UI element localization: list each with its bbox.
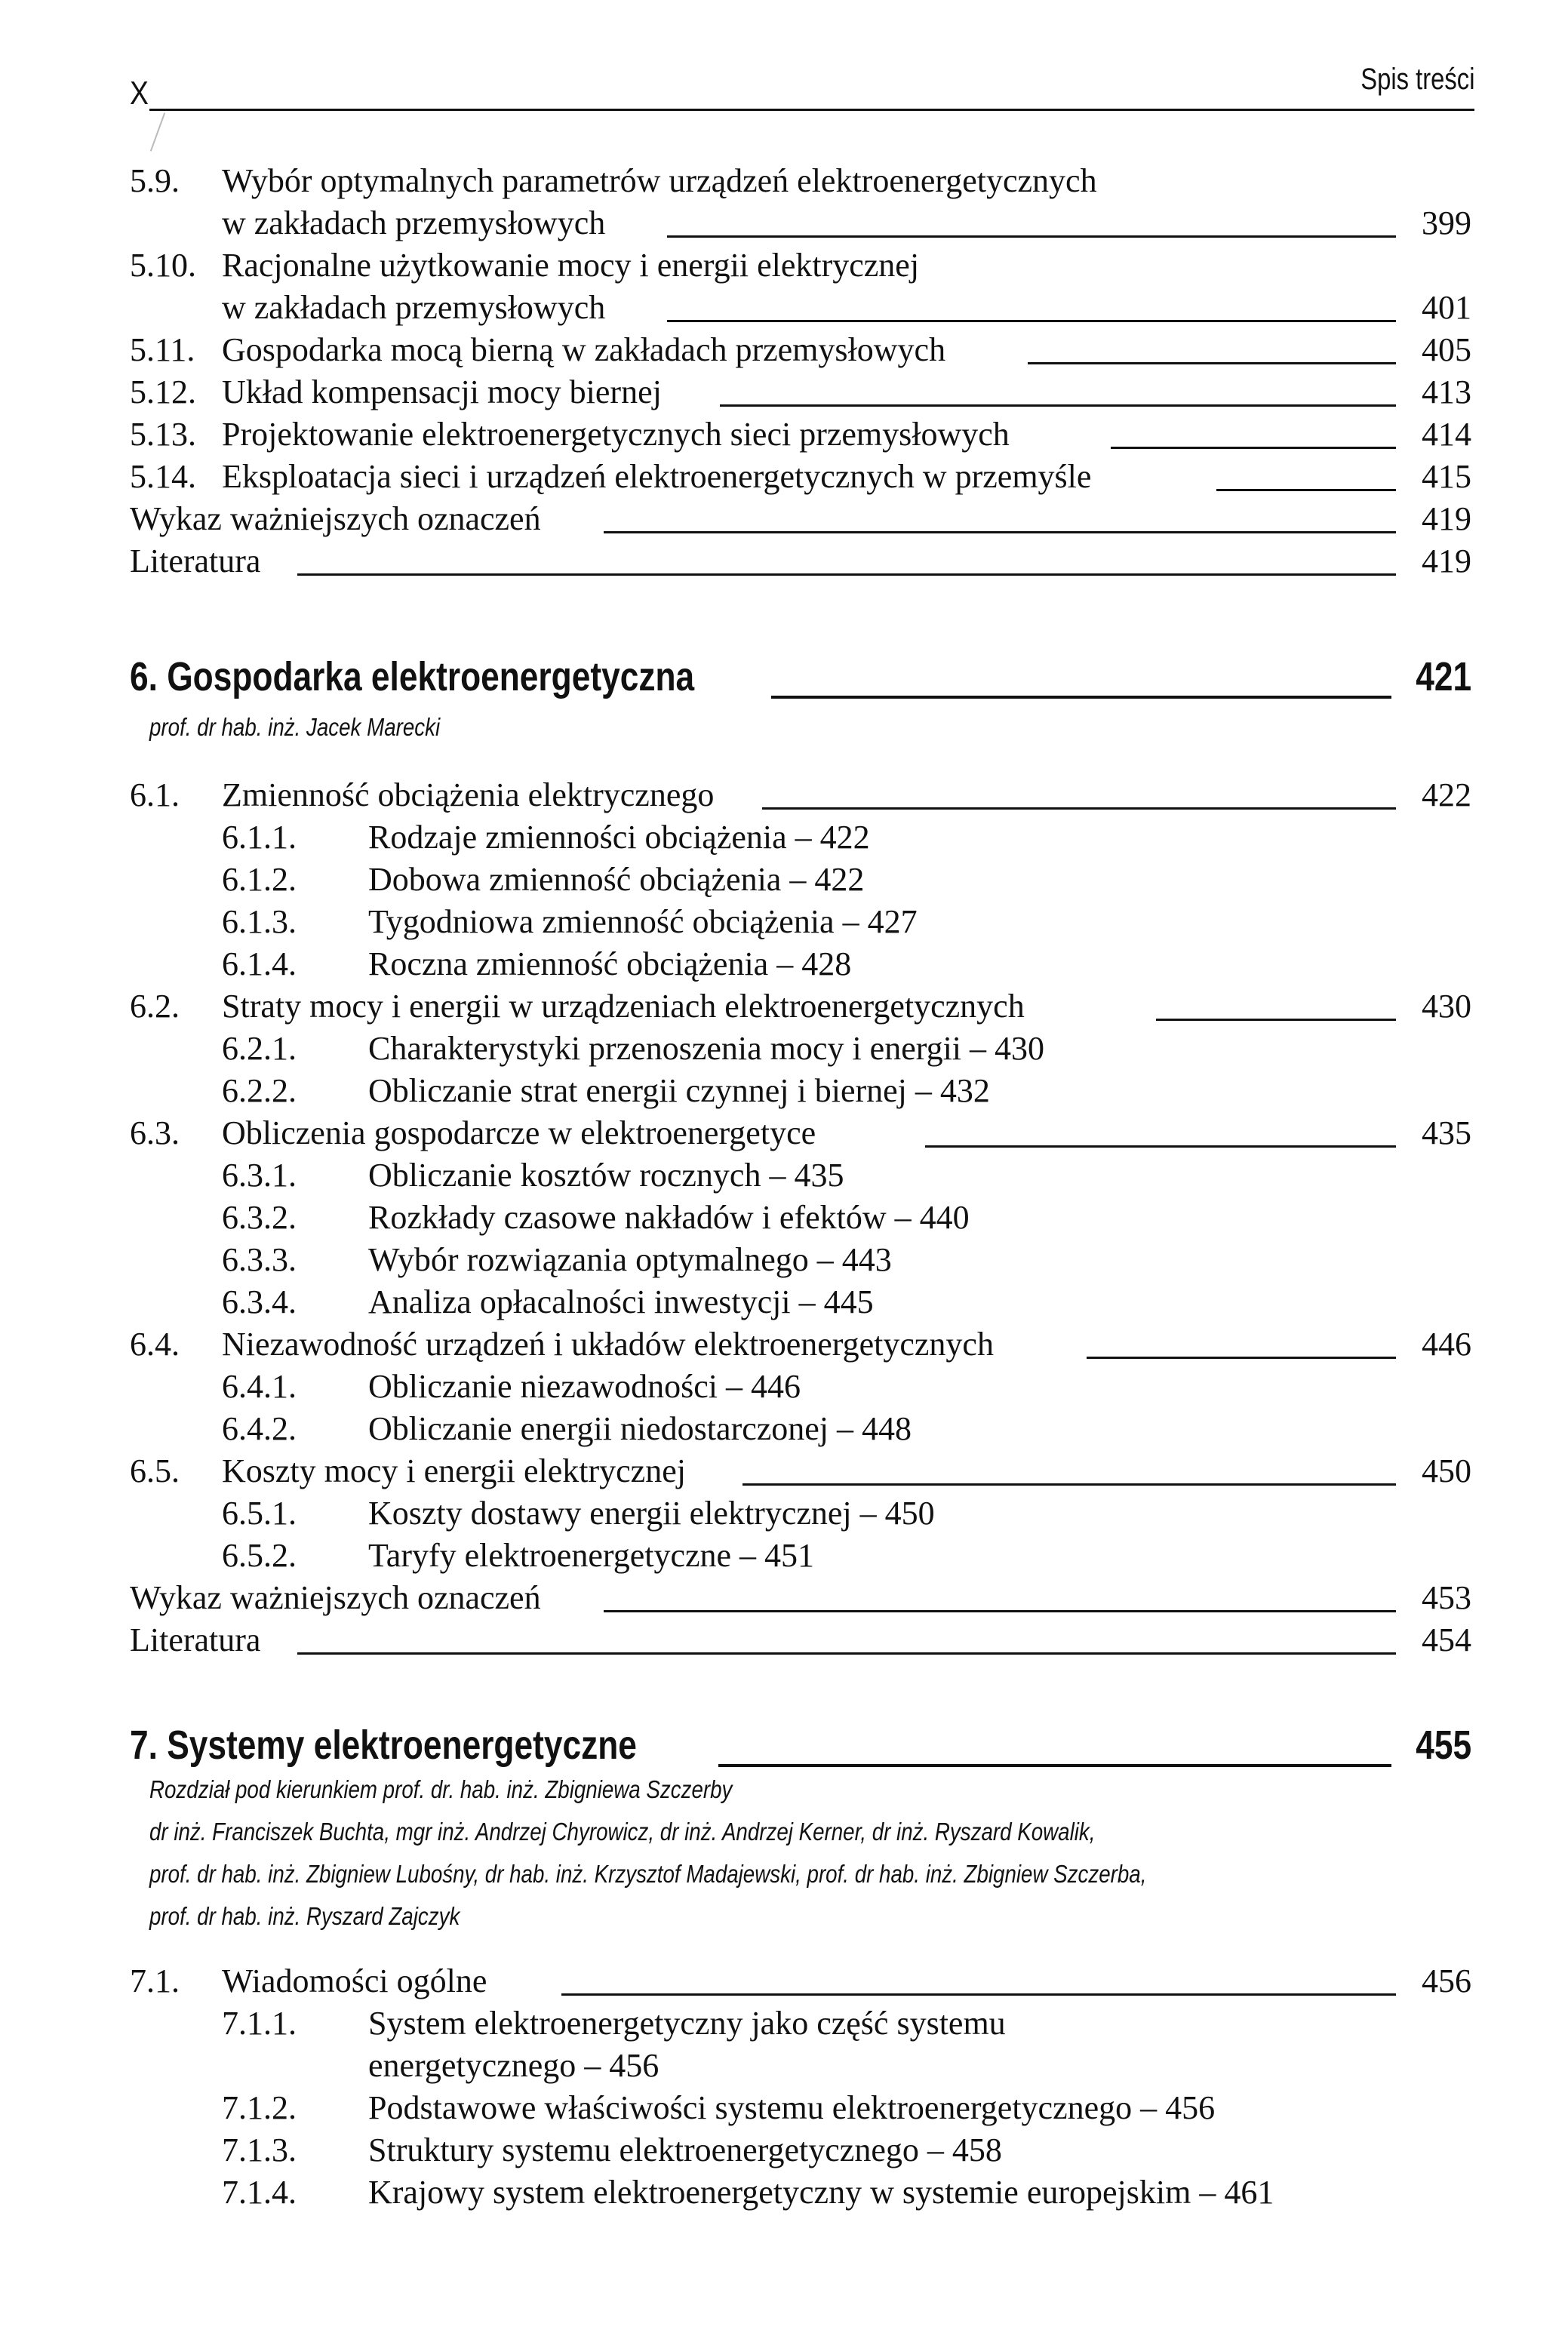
toc-entry-notation-5[interactable]: Wykaz ważniejszych oznaczeń 419 [130,500,1471,537]
page-ref: 419 [1422,500,1471,537]
page-ref: 401 [1422,289,1471,326]
toc-entry-5-10[interactable]: 5.10. Racjonalne użytkowanie mocy i energii elektrycznej [130,247,920,284]
dot-leader [667,320,1396,322]
page-number: X [130,75,149,112]
toc-entry-6-2-1[interactable]: 6.2.1. Charakterystyki przenoszenia mocy i energii – 430 [222,1030,1045,1067]
page-ref: 430 [1422,988,1471,1025]
toc-entry-6-5[interactable]: 6.5. Koszty mocy i energii elektrycznej 450 [130,1452,1471,1489]
page-ref: 454 [1422,1621,1471,1658]
toc-entry-5-13[interactable]: 5.13. Projektowanie elektroenergetycznych sieci przemysłowych 414 [130,416,1471,453]
chapter-6-author: prof. dr hab. inż. Jacek Marecki [149,713,441,741]
toc-entry-5-9-cont[interactable]: w zakładach przemysłowych 399 [222,204,1471,241]
toc-entry-6-1[interactable]: 6.1. Zmienność obciążenia elektrycznego 422 [130,776,1471,813]
toc-entry-literature-5[interactable]: Literatura 419 [130,542,1471,579]
chapter-7-authors-line: prof. dr hab. inż. Ryszard Zajczyk [149,1902,460,1930]
toc-entry-6-5-1[interactable]: 6.5.1. Koszty dostawy energii elektrycznej – 450 [222,1495,935,1532]
toc-entry-7-1-1-cont[interactable]: energetycznego – 456 [368,2047,659,2084]
toc-entry-5-12[interactable]: 5.12. Układ kompensacji mocy biernej 413 [130,373,1471,410]
toc-entry-5-14[interactable]: 5.14. Eksploatacja sieci i urządzeń elektroenergetycznych w przemyśle 415 [130,458,1471,495]
toc-entry-5-10-cont[interactable]: w zakładach przemysłowych 401 [222,289,1471,326]
dot-leader [771,696,1391,699]
toc-entry-6-3-4[interactable]: 6.3.4. Analiza opłacalności inwestycji – 445 [222,1283,874,1320]
toc-entry-6-3-2[interactable]: 6.3.2. Rozkłady czasowe nakładów i efektów – 440 [222,1199,970,1236]
dot-leader [297,1652,1396,1655]
dot-leader [1216,489,1396,491]
dot-leader [604,531,1396,533]
toc-entry-7-1-1[interactable]: 7.1.1. System elektroenergetyczny jako część systemu [222,2005,1006,2042]
page-ref: 415 [1422,458,1471,495]
toc-entry-5-9[interactable]: 5.9. Wybór optymalnych parametrów urządzeń elektroenergetycznych [130,162,1097,199]
chapter-7-heading[interactable]: 7. Systemy elektroenergetyczne 455 [130,1723,1471,1768]
page-ref: 453 [1422,1579,1471,1616]
toc-entry-6-4[interactable]: 6.4. Niezawodność urządzeń i układów elektroenergetycznych 446 [130,1326,1471,1363]
dot-leader [667,235,1396,238]
toc-page [130,0,1474,2345]
toc-entry-6-1-3[interactable]: 6.1.3. Tygodniowa zmienność obciążenia – 427 [222,903,918,940]
dot-leader [1087,1357,1396,1359]
chapter-6-heading[interactable]: 6. Gospodarka elektroenergetyczna 421 [130,654,1471,699]
toc-entry-7-1-3[interactable]: 7.1.3. Struktury systemu elektroenergetycznego – 458 [222,2131,1002,2168]
toc-entry-6-4-1[interactable]: 6.4.1. Obliczanie niezawodności – 446 [222,1368,801,1405]
toc-entry-7-1-2[interactable]: 7.1.2. Podstawowe właściwości systemu elektroenergetycznego – 456 [222,2089,1216,2126]
dot-leader [718,1764,1391,1767]
dot-leader [720,404,1396,407]
dot-leader [1111,447,1396,449]
running-title: Spis treści [1360,63,1474,96]
running-header [130,59,1474,112]
page-ref: 419 [1422,542,1471,579]
dot-leader [925,1145,1396,1148]
page-ref: 413 [1422,373,1471,410]
toc-entry-5-11[interactable]: 5.11. Gospodarka mocą bierną w zakładach przemysłowych 405 [130,331,1471,368]
page-ref: 456 [1422,1962,1471,1999]
toc-entry-6-3[interactable]: 6.3. Obliczenia gospodarcze w elektroenergetyce 435 [130,1114,1471,1151]
page-ref: 450 [1422,1452,1471,1489]
dot-leader [762,807,1396,810]
page-ref: 422 [1422,776,1471,813]
page-ref: 405 [1422,331,1471,368]
page-ref: 421 [1416,654,1471,699]
toc-entry-notation-6[interactable]: Wykaz ważniejszych oznaczeń 453 [130,1579,1471,1616]
page-ref: 446 [1422,1326,1471,1363]
chapter-7-authors-line: dr inż. Franciszek Buchta, mgr inż. Andrzej Chyrowicz, dr inż. Andrzej Kerner, dr inż. Ryszard Kowalik, [149,1818,1096,1846]
dot-leader [561,1993,1396,1996]
dot-leader [1156,1019,1396,1021]
page-ref: 455 [1416,1723,1471,1768]
toc-entry-6-4-2[interactable]: 6.4.2. Obliczanie energii niedostarczonej – 448 [222,1410,912,1447]
dot-leader [1028,362,1396,364]
scan-mark [150,112,165,151]
chapter-7-lead-author: Rozdział pod kierunkiem prof. dr. hab. inż. Zbigniewa Szczerby [149,1775,733,1803]
toc-entry-7-1[interactable]: 7.1. Wiadomości ogólne 456 [130,1962,1471,1999]
header-rule [149,109,1474,111]
toc-entry-6-1-4[interactable]: 6.1.4. Roczna zmienność obciążenia – 428 [222,945,852,982]
toc-entry-6-5-2[interactable]: 6.5.2. Taryfy elektroenergetyczne – 451 [222,1537,815,1574]
toc-entry-6-3-1[interactable]: 6.3.1. Obliczanie kosztów rocznych – 435 [222,1157,844,1194]
toc-entry-6-2-2[interactable]: 6.2.2. Obliczanie strat energii czynnej i biernej – 432 [222,1072,990,1109]
dot-leader [604,1610,1396,1612]
dot-leader [742,1483,1396,1486]
page-ref: 399 [1422,204,1471,241]
toc-entry-7-1-4[interactable]: 7.1.4. Krajowy system elektroenergetyczny w systemie europejskim – 461 [222,2174,1274,2211]
toc-entry-6-3-3[interactable]: 6.3.3. Wybór rozwiązania optymalnego – 443 [222,1241,892,1278]
toc-entry-6-2[interactable]: 6.2. Straty mocy i energii w urządzeniach elektroenergetycznych 430 [130,988,1471,1025]
dot-leader [297,573,1396,576]
chapter-7-authors-line: prof. dr hab. inż. Zbigniew Lubośny, dr hab. inż. Krzysztof Madajewski, prof. dr hab. inż. Zbigniew Szczerba, [149,1860,1147,1888]
toc-entry-6-1-2[interactable]: 6.1.2. Dobowa zmienność obciążenia – 422 [222,861,865,898]
toc-entry-literature-6[interactable]: Literatura 454 [130,1621,1471,1658]
toc-entry-6-1-1[interactable]: 6.1.1. Rodzaje zmienności obciążenia – 422 [222,819,870,856]
page-ref: 435 [1422,1114,1471,1151]
page-ref: 414 [1422,416,1471,453]
